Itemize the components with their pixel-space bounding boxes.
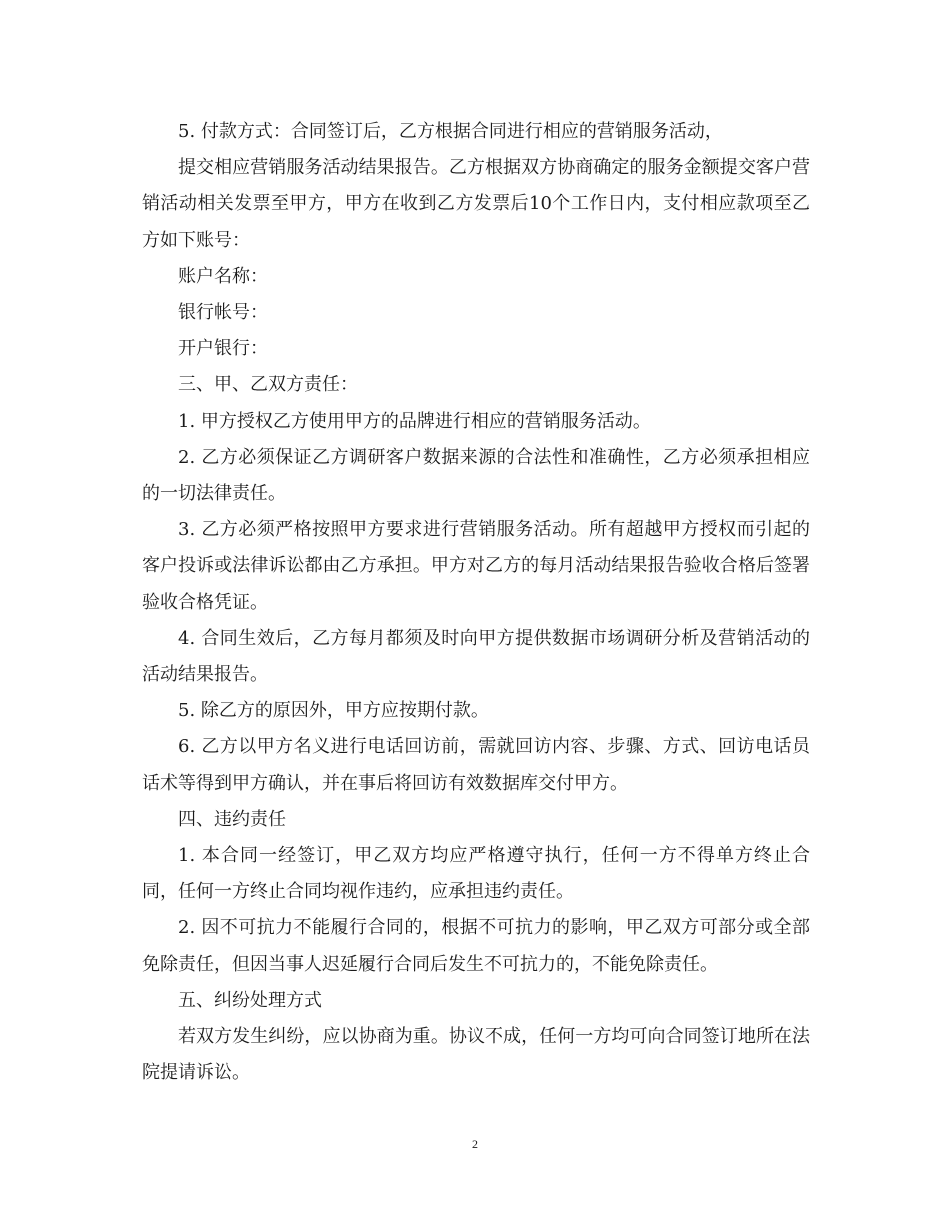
paragraph-responsibility-6: 6. 乙方以甲方名义进行电话回访前，需就回访内容、步骤、方式、回访电话员话术等得到甲方确认，并在事后将回访有效数据库交付甲方。 [142,736,810,794]
paragraph-breach-1: 1. 本合同一经签订，甲乙双方均应严格遵守执行，任何一方不得单方终止合同，任何一方终止合同均视作违约，应承担违约责任。 [142,845,810,903]
paragraph-breach-2: 2. 因不可抗力不能履行合同的，根据不可抗力的影响，甲乙双方可部分或全部免除责任，但因当事人迟延履行合同后发生不可抗力的，不能免除责任。 [142,917,810,975]
paragraph-disputes: 若双方发生纠纷，应以协商为重。协议不成，任何一方均可向合同签订地所在法院提请诉讼。 [142,1026,810,1084]
paragraph-responsibility-2: 2. 乙方必须保证乙方调研客户数据来源的合法性和准确性，乙方必须承担相应的一切法律责任。 [142,446,810,505]
paragraph-payment-method: 5. 付款方式：合同签订后，乙方根据合同进行相应的营销服务活动， [178,121,723,142]
paragraph-responsibility-5: 5. 除乙方的原因外，甲方应按期付款。 [178,700,489,722]
page-number: 2 [472,1137,478,1151]
paragraph-opening-bank: 开户银行： [178,338,268,360]
section-heading-breach: 四、违约责任 [178,808,286,830]
paragraph-account-name: 账户名称： [178,265,268,287]
paragraph-responsibility-3: 3. 乙方必须严格按照甲方要求进行营销服务活动。所有超越甲方授权而引起的客户投诉或法律诉讼都由乙方承担。甲方对乙方的每月活动结果报告验收合格后签署验收合格凭证。 [142,519,810,613]
section-heading-disputes: 五、纠纷处理方式 [178,989,322,1011]
paragraph-responsibility-1: 1. 甲方授权乙方使用甲方的品牌进行相应的营销服务活动。 [178,410,651,432]
paragraph-responsibility-4: 4. 合同生效后，乙方每月都须及时向甲方提供数据市场调研分析及营销活动的活动结果报告。 [142,627,810,686]
section-heading-responsibilities: 三、甲、乙双方责任： [178,374,358,396]
paragraph-bank-account: 银行帐号： [178,302,268,324]
paragraph-payment-details: 提交相应营销服务活动结果报告。乙方根据双方协商确定的服务金额提交客户营销活动相关发票至甲方，甲方在收到乙方发票后10个工作日内，支付相应款项至乙方如下账号： [142,157,810,251]
document-body [142,114,810,1091]
